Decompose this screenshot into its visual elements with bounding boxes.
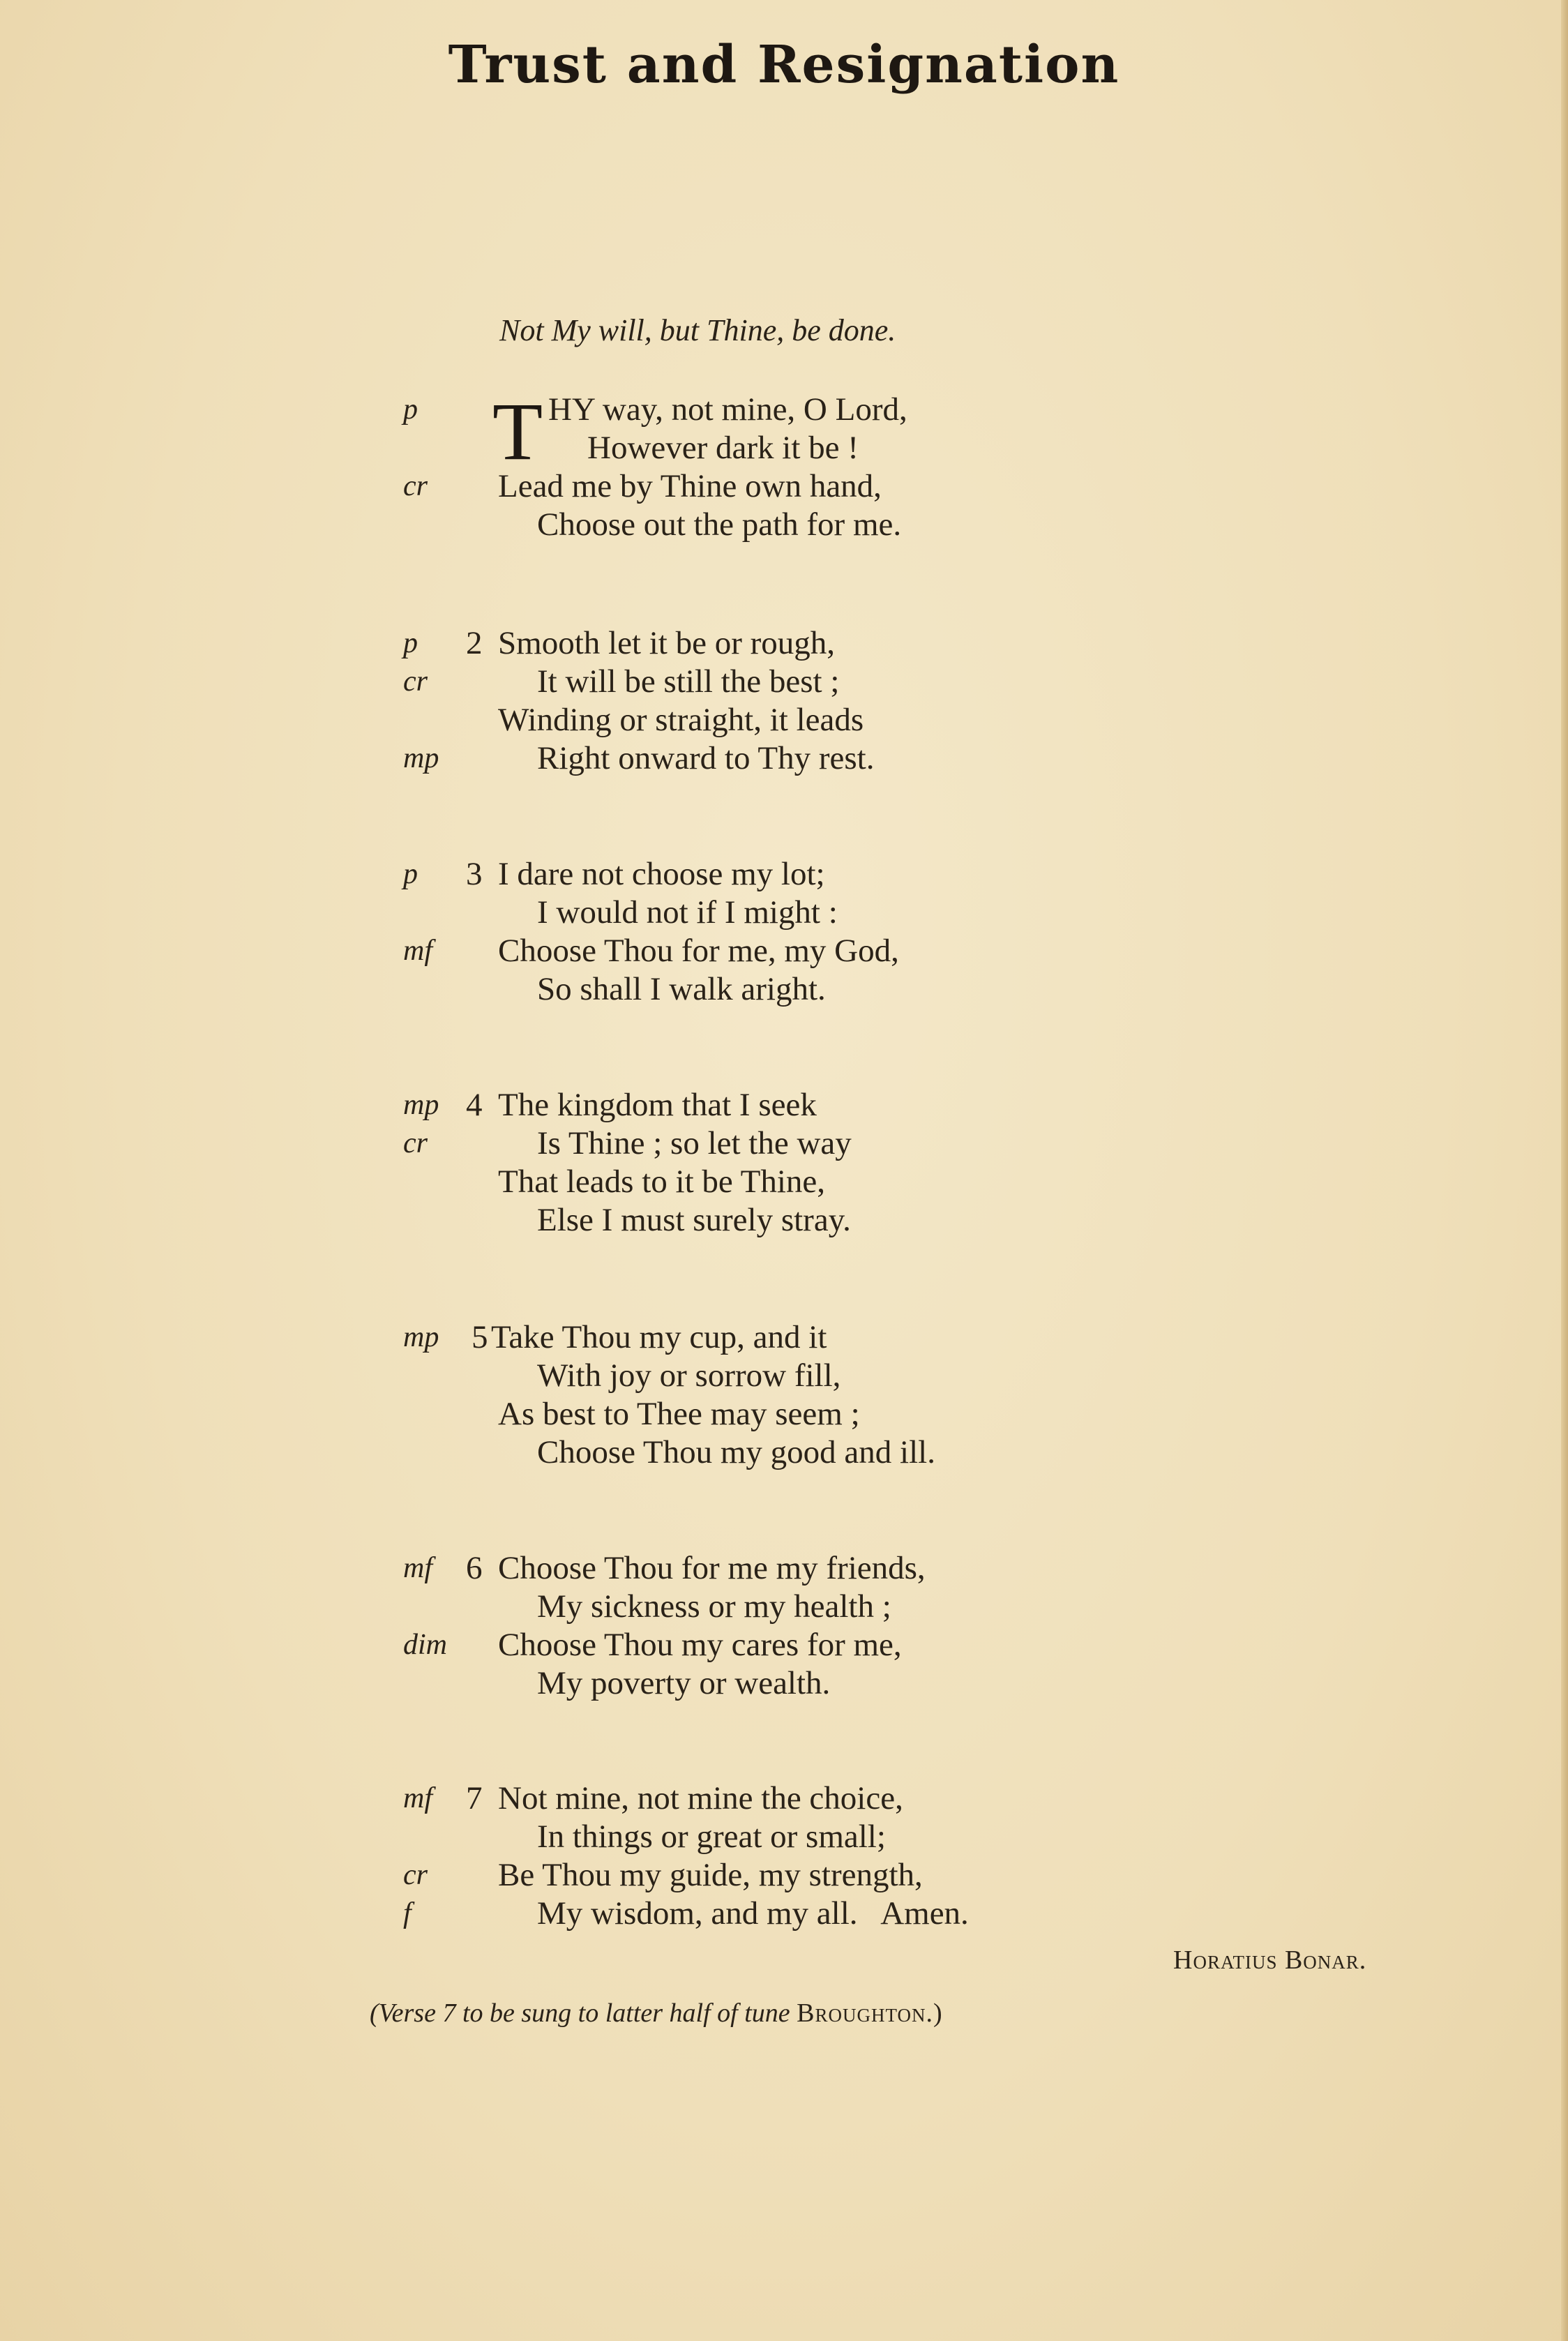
stanza-line [0, 1163, 1568, 1201]
line-text: Winding or straight, it leads [498, 702, 864, 738]
stanza-2 [0, 624, 1568, 778]
line-text: Else I must surely stray. [537, 1202, 851, 1238]
stanza-3 [0, 855, 1568, 1009]
stanza-number: 4 [466, 1087, 483, 1123]
stanza-number: 3 [466, 856, 483, 892]
stanza-6 [0, 1549, 1568, 1703]
stanza-line [0, 467, 1568, 506]
stanza-1 [0, 386, 1568, 544]
author-attribution: Horatius Bonar. [1173, 1945, 1367, 1975]
line-text: My poverty or wealth. [537, 1665, 831, 1701]
stanza-line [0, 855, 1568, 894]
dynamic-mark: cr [403, 1127, 428, 1159]
stanza-line [0, 894, 1568, 932]
line-text: Smooth let it be or rough, [498, 625, 836, 661]
stanza-number: 6 [466, 1550, 483, 1586]
stanza-7 [0, 1779, 1568, 1933]
line-text: Choose Thou for me my friends, [498, 1550, 926, 1586]
dynamic-mark: p [403, 858, 418, 890]
dynamic-mark: p [403, 393, 418, 426]
line-text: In things or great or small; [537, 1819, 886, 1855]
stanza-line [0, 1779, 1568, 1818]
stanza-number: 2 [466, 625, 483, 661]
line-text: The kingdom that I seek [498, 1087, 817, 1123]
stanza-5 [0, 1318, 1568, 1472]
stanza-4 [0, 1086, 1568, 1240]
hymn-title: Trust and Resignation [448, 35, 1120, 95]
tune-note-text: (Verse 7 to be sung to latter half of tune [370, 1998, 790, 2028]
hymn-subtitle: Not My will, but Thine, be done. [499, 313, 896, 347]
line-text: Right onward to Thy rest. [537, 740, 875, 776]
tune-name: Broughton.) [797, 1998, 943, 2028]
dynamic-mark: p [403, 627, 418, 659]
stanza-line [0, 663, 1568, 701]
stanza-line [0, 1895, 1568, 1933]
line-text: Be Thou my guide, my strength, [498, 1857, 923, 1893]
stanza-line [0, 1433, 1568, 1472]
line-text: It will be still the best ; [537, 663, 840, 700]
dynamic-mark: mp [403, 1089, 439, 1121]
dynamic-mark: mf [403, 1552, 432, 1584]
stanza-line [0, 1664, 1568, 1703]
stanza-line [0, 1626, 1568, 1664]
stanza-line [0, 701, 1568, 739]
dynamic-mark: mf [403, 935, 432, 967]
line-text: So shall I walk aright. [537, 971, 826, 1007]
tune-note [370, 1998, 943, 2028]
line-text: I dare not choose my lot; [498, 856, 825, 892]
stanza-number: 5 [472, 1319, 488, 1355]
line-text: My sickness or my health ; [537, 1588, 891, 1625]
stanza-line [0, 1395, 1568, 1433]
stanza-line [0, 1856, 1568, 1895]
drop-cap: T [492, 386, 543, 477]
dynamic-mark: cr [403, 1859, 428, 1891]
line-text: I would not if I might : [537, 894, 838, 931]
dynamic-mark: cr [403, 665, 428, 698]
line-text: Choose Thou my cares for me, [498, 1627, 902, 1663]
stanza-line [0, 391, 1568, 429]
line-text: Take Thou my cup, and it [491, 1319, 827, 1355]
line-text: With joy or sorrow fill, [537, 1357, 841, 1394]
stanza-line [0, 1549, 1568, 1588]
line-text: HY way, not mine, O Lord, [548, 391, 907, 428]
stanza-line [0, 970, 1568, 1009]
line-text: Choose out the path for me. [537, 506, 902, 543]
dynamic-mark: cr [403, 470, 428, 502]
dynamic-mark: dim [403, 1629, 447, 1661]
line-text: Choose Thou my good and ill. [537, 1434, 935, 1470]
stanza-line [0, 932, 1568, 970]
dynamic-mark: mf [403, 1782, 432, 1814]
line-text: However dark it be ! [587, 430, 859, 466]
dynamic-mark: mp [403, 742, 439, 774]
line-text: Choose Thou for me, my God, [498, 933, 899, 969]
line-text: As best to Thee may seem ; [498, 1396, 860, 1432]
stanza-number: 7 [466, 1780, 483, 1816]
dynamic-mark: f [403, 1897, 412, 1929]
dynamic-mark: mp [403, 1321, 439, 1353]
line-text: That leads to it be Thine, [498, 1164, 826, 1200]
stanza-line [0, 1818, 1568, 1856]
stanza-line [0, 1357, 1568, 1395]
stanza-line [0, 1124, 1568, 1163]
stanza-line [0, 1201, 1568, 1240]
stanza-line [0, 1318, 1568, 1357]
stanza-line [0, 1086, 1568, 1124]
stanza-line [0, 1588, 1568, 1626]
stanza-line [0, 624, 1568, 663]
line-text: Lead me by Thine own hand, [498, 468, 882, 504]
line-text: My wisdom, and my all. Amen. [537, 1895, 969, 1932]
stanza-line [0, 429, 1568, 467]
stanza-line [0, 506, 1568, 544]
line-text: Not mine, not mine the choice, [498, 1780, 903, 1816]
line-text: Is Thine ; so let the way [537, 1125, 852, 1161]
stanza-line [0, 739, 1568, 778]
